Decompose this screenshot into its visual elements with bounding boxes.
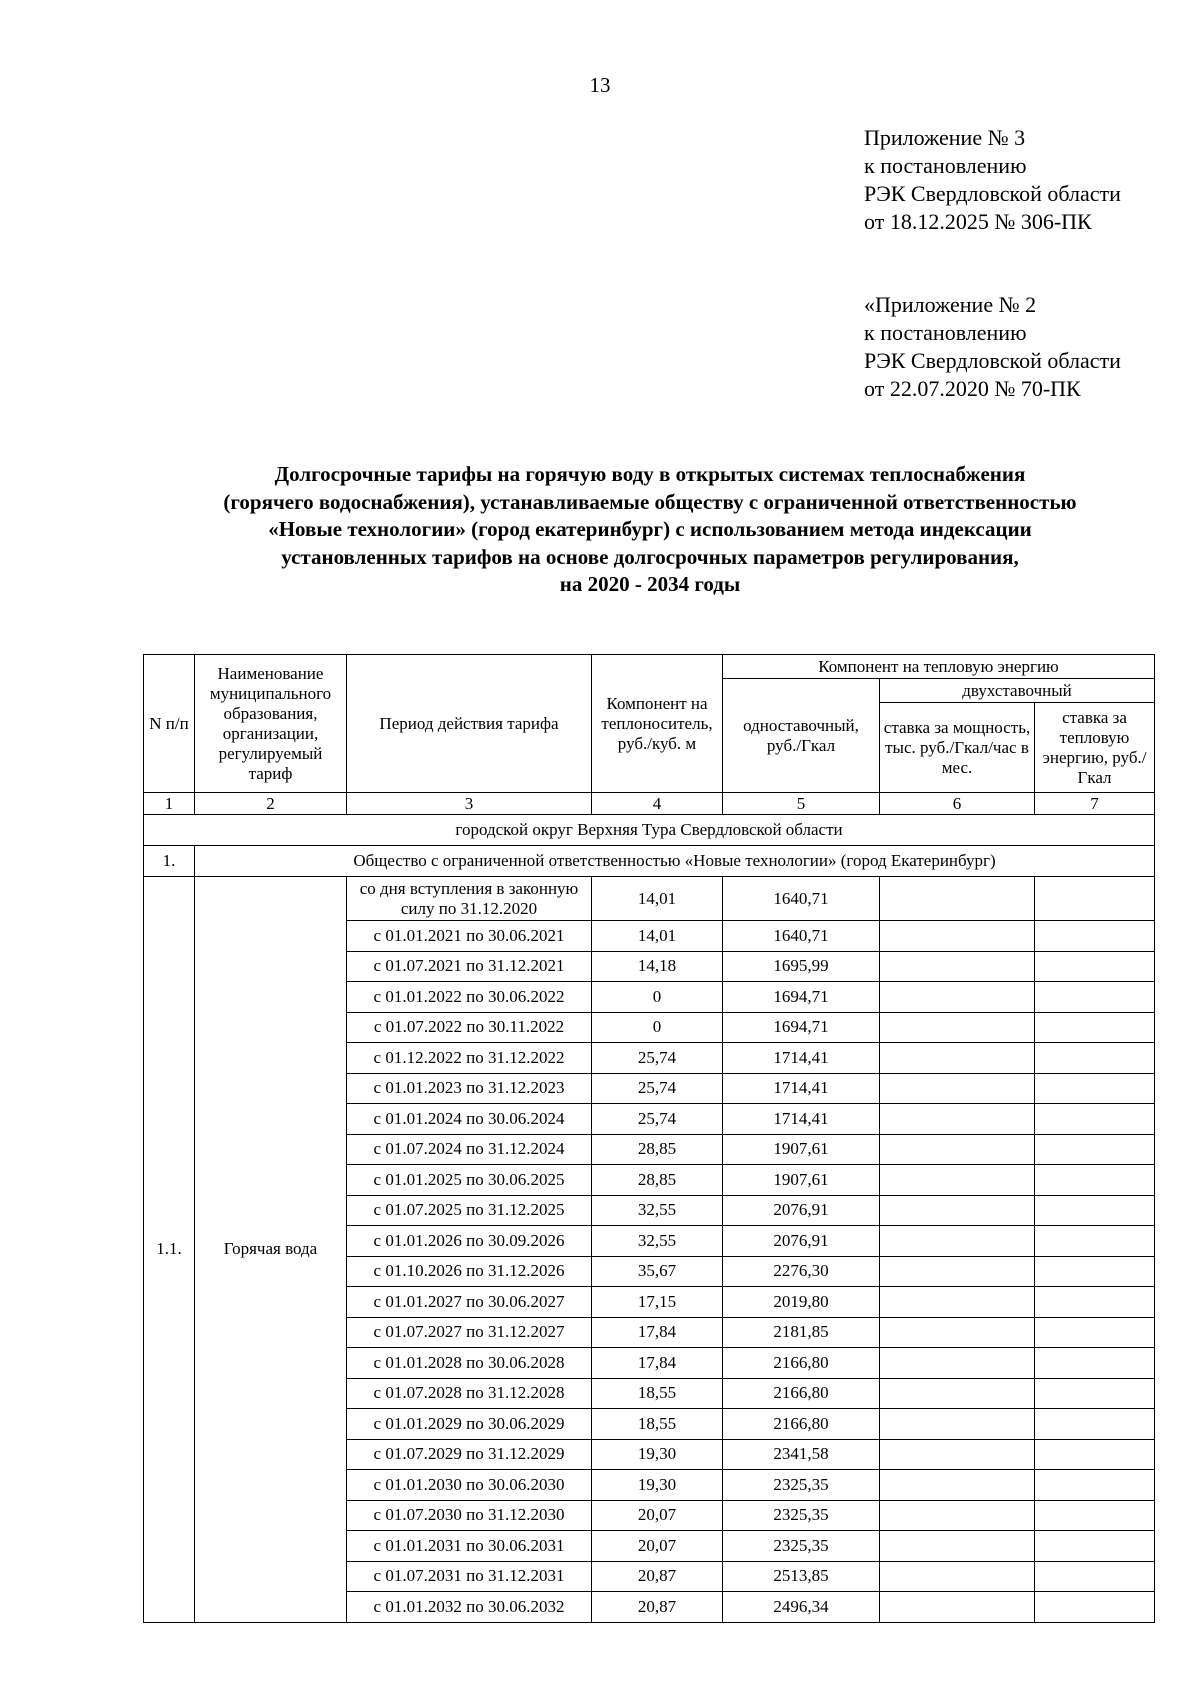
tariffs-table [143, 654, 1155, 1623]
cell-energy-rate [1035, 1165, 1155, 1196]
cell-single-rate: 2341,58 [723, 1439, 880, 1470]
cell-single-rate: 2166,80 [723, 1409, 880, 1440]
cell-energy-rate [1035, 1043, 1155, 1074]
cell-period: с 01.07.2024 по 31.12.2024 [347, 1134, 592, 1165]
cell-single-rate: 1695,99 [723, 951, 880, 982]
cell-single-rate: 1714,41 [723, 1073, 880, 1104]
tariff-row [144, 877, 1155, 921]
cell-period: с 01.07.2030 по 31.12.2030 [347, 1500, 592, 1531]
cell-carrier: 0 [592, 982, 723, 1013]
cell-carrier: 28,85 [592, 1165, 723, 1196]
cell-capacity-rate [880, 1073, 1035, 1104]
cell-capacity-rate [880, 982, 1035, 1013]
cell-carrier: 35,67 [592, 1256, 723, 1287]
cell-single-rate: 1714,41 [723, 1043, 880, 1074]
header-name: Наименование муниципального образования, организации, регулируемый тариф [195, 655, 347, 793]
cell-capacity-rate [880, 1500, 1035, 1531]
cell-capacity-rate [880, 1592, 1035, 1623]
cell-period: с 01.01.2027 по 30.06.2027 [347, 1287, 592, 1318]
column-number: 7 [1035, 793, 1155, 815]
cell-energy-rate [1035, 1531, 1155, 1562]
cell-capacity-rate [880, 1134, 1035, 1165]
cell-energy-rate [1035, 921, 1155, 952]
cell-energy-rate [1035, 1348, 1155, 1379]
document-title [130, 461, 1170, 599]
cell-energy-rate [1035, 951, 1155, 982]
header-capacity-rate: ставка за мощность, тыс. руб./Гкал/час в мес. [880, 703, 1035, 793]
cell-energy-rate [1035, 1195, 1155, 1226]
header-two-rate: двухставочный [880, 679, 1155, 703]
cell-carrier: 0 [592, 1012, 723, 1043]
cell-energy-rate [1035, 1317, 1155, 1348]
cell-carrier: 14,01 [592, 921, 723, 952]
cell-single-rate: 1907,61 [723, 1165, 880, 1196]
appendix-2-line: от 22.07.2020 № 70-ПК [864, 376, 1081, 401]
cell-carrier: 17,84 [592, 1348, 723, 1379]
column-number: 2 [195, 793, 347, 815]
cell-capacity-rate [880, 1165, 1035, 1196]
cell-single-rate: 1694,71 [723, 1012, 880, 1043]
cell-capacity-rate [880, 1439, 1035, 1470]
cell-carrier: 20,87 [592, 1561, 723, 1592]
organization-row [144, 846, 1155, 877]
cell-carrier: 17,15 [592, 1287, 723, 1318]
cell-energy-rate [1035, 1226, 1155, 1257]
cell-energy-rate [1035, 1439, 1155, 1470]
cell-energy-rate [1035, 1012, 1155, 1043]
cell-period: с 01.07.2028 по 31.12.2028 [347, 1378, 592, 1409]
cell-single-rate: 2076,91 [723, 1195, 880, 1226]
cell-period: с 01.01.2024 по 30.06.2024 [347, 1104, 592, 1135]
column-numbers-row [144, 793, 1155, 815]
cell-period: с 01.01.2023 по 31.12.2023 [347, 1073, 592, 1104]
cell-capacity-rate [880, 1531, 1035, 1562]
cell-period: с 01.12.2022 по 31.12.2022 [347, 1043, 592, 1074]
cell-single-rate: 2325,35 [723, 1500, 880, 1531]
cell-period: с 01.01.2021 по 30.06.2021 [347, 921, 592, 952]
cell-energy-rate [1035, 1256, 1155, 1287]
header-carrier: Компонент на теплоноситель, руб./куб. м [592, 655, 723, 793]
cell-capacity-rate [880, 1287, 1035, 1318]
cell-period: с 01.01.2032 по 30.06.2032 [347, 1592, 592, 1623]
appendix-3-line: Приложение № 3 [864, 125, 1026, 150]
cell-carrier: 18,55 [592, 1409, 723, 1440]
cell-energy-rate [1035, 1592, 1155, 1623]
cell-energy-rate [1035, 877, 1155, 921]
header-num: N п/п [144, 655, 195, 793]
item-number: 1.1. [144, 877, 195, 1623]
column-number: 5 [723, 793, 880, 815]
appendix-2-line: к постановлению [864, 320, 1027, 345]
cell-carrier: 32,55 [592, 1226, 723, 1257]
cell-capacity-rate [880, 1226, 1035, 1257]
title-line: «Новые технологии» (город екатеринбург) с использованием метода индексации [268, 517, 1032, 541]
cell-capacity-rate [880, 1012, 1035, 1043]
cell-single-rate: 1694,71 [723, 982, 880, 1013]
cell-capacity-rate [880, 1409, 1035, 1440]
cell-single-rate: 2513,85 [723, 1561, 880, 1592]
cell-single-rate: 2325,35 [723, 1470, 880, 1501]
cell-carrier: 20,07 [592, 1531, 723, 1562]
cell-energy-rate [1035, 1287, 1155, 1318]
cell-single-rate: 2166,80 [723, 1378, 880, 1409]
cell-carrier: 25,74 [592, 1043, 723, 1074]
title-line: (горячего водоснабжения), устанавливаемые обществу с ограниченной ответственностью [223, 489, 1077, 514]
cell-period: с 01.07.2022 по 30.11.2022 [347, 1012, 592, 1043]
cell-period: с 01.07.2031 по 31.12.2031 [347, 1561, 592, 1592]
cell-capacity-rate [880, 1104, 1035, 1135]
org-number: 1. [144, 846, 195, 877]
org-name: Общество с ограниченной ответственностью «Новые технологии» (город Екатеринбург) [195, 846, 1155, 877]
district-row [144, 815, 1155, 846]
appendix-3-line: РЭК Свердловской области [864, 181, 1121, 206]
cell-period: с 01.01.2026 по 30.09.2026 [347, 1226, 592, 1257]
cell-capacity-rate [880, 1348, 1035, 1379]
cell-period: с 01.07.2025 по 31.12.2025 [347, 1195, 592, 1226]
cell-carrier: 14,18 [592, 951, 723, 982]
header-period: Период действия тарифа [347, 655, 592, 793]
cell-energy-rate [1035, 1409, 1155, 1440]
cell-carrier: 19,30 [592, 1439, 723, 1470]
cell-period: с 01.01.2028 по 30.06.2028 [347, 1348, 592, 1379]
cell-period: с 01.01.2031 по 30.06.2031 [347, 1531, 592, 1562]
cell-capacity-rate [880, 951, 1035, 982]
cell-energy-rate [1035, 1073, 1155, 1104]
page-number: 13 [589, 73, 611, 97]
cell-capacity-rate [880, 1256, 1035, 1287]
cell-capacity-rate [880, 1561, 1035, 1592]
cell-energy-rate [1035, 1470, 1155, 1501]
appendix-3-block [864, 124, 1121, 236]
column-number: 4 [592, 793, 723, 815]
cell-carrier: 28,85 [592, 1134, 723, 1165]
cell-period: с 01.01.2030 по 30.06.2030 [347, 1470, 592, 1501]
cell-period: с 01.07.2021 по 31.12.2021 [347, 951, 592, 982]
cell-energy-rate [1035, 1378, 1155, 1409]
cell-single-rate: 1907,61 [723, 1134, 880, 1165]
cell-period: с 01.07.2029 по 31.12.2029 [347, 1439, 592, 1470]
cell-carrier: 18,55 [592, 1378, 723, 1409]
title-line: Долгосрочные тарифы на горячую воду в открытых системах теплоснабжения [274, 462, 1026, 486]
cell-capacity-rate [880, 921, 1035, 952]
header-heat-group: Компонент на тепловую энергию [723, 655, 1155, 679]
cell-single-rate: 2325,35 [723, 1531, 880, 1562]
cell-period: с 01.01.2025 по 30.06.2025 [347, 1165, 592, 1196]
appendix-3-line: к постановлению [864, 153, 1027, 178]
cell-single-rate: 2166,80 [723, 1348, 880, 1379]
column-number: 1 [144, 793, 195, 815]
cell-single-rate: 2019,80 [723, 1287, 880, 1318]
cell-carrier: 32,55 [592, 1195, 723, 1226]
cell-carrier: 14,01 [592, 877, 723, 921]
cell-capacity-rate [880, 1043, 1035, 1074]
cell-single-rate: 1714,41 [723, 1104, 880, 1135]
cell-single-rate: 2496,34 [723, 1592, 880, 1623]
item-name: Горячая вода [195, 877, 347, 1623]
column-number: 3 [347, 793, 592, 815]
cell-period: с 01.10.2026 по 31.12.2026 [347, 1256, 592, 1287]
cell-single-rate: 1640,71 [723, 921, 880, 952]
cell-energy-rate [1035, 1500, 1155, 1531]
appendix-2-line: «Приложение № 2 [864, 292, 1037, 317]
cell-capacity-rate [880, 1317, 1035, 1348]
appendix-2-block [864, 291, 1121, 403]
header-energy-rate: ставка за тепловую энергию, руб./Гкал [1035, 703, 1155, 793]
cell-energy-rate [1035, 982, 1155, 1013]
cell-capacity-rate [880, 1470, 1035, 1501]
cell-capacity-rate [880, 877, 1035, 921]
cell-carrier: 25,74 [592, 1073, 723, 1104]
cell-single-rate: 2076,91 [723, 1226, 880, 1257]
cell-energy-rate [1035, 1104, 1155, 1135]
cell-carrier: 25,74 [592, 1104, 723, 1135]
cell-single-rate: 1640,71 [723, 877, 880, 921]
cell-period: с 01.07.2027 по 31.12.2027 [347, 1317, 592, 1348]
cell-capacity-rate [880, 1195, 1035, 1226]
cell-single-rate: 2276,30 [723, 1256, 880, 1287]
title-line: установленных тарифов на основе долгосрочных параметров регулирования, [281, 544, 1019, 569]
cell-carrier: 20,87 [592, 1592, 723, 1623]
cell-carrier: 17,84 [592, 1317, 723, 1348]
cell-capacity-rate [880, 1378, 1035, 1409]
cell-period: с 01.01.2022 по 30.06.2022 [347, 982, 592, 1013]
cell-period: со дня вступления в законную силу по 31.12.2020 [347, 877, 592, 921]
column-number: 6 [880, 793, 1035, 815]
appendix-2-line: РЭК Свердловской области [864, 348, 1121, 373]
cell-single-rate: 2181,85 [723, 1317, 880, 1348]
cell-energy-rate [1035, 1561, 1155, 1592]
title-line: на 2020 - 2034 годы [559, 572, 741, 596]
district-name: городской округ Верхняя Тура Свердловской области [144, 815, 1155, 846]
cell-carrier: 19,30 [592, 1470, 723, 1501]
cell-period: с 01.01.2029 по 30.06.2029 [347, 1409, 592, 1440]
appendix-3-line: от 18.12.2025 № 306-ПК [864, 209, 1092, 234]
header-single-rate: одноставочный, руб./Гкал [723, 679, 880, 793]
cell-carrier: 20,07 [592, 1500, 723, 1531]
cell-energy-rate [1035, 1134, 1155, 1165]
